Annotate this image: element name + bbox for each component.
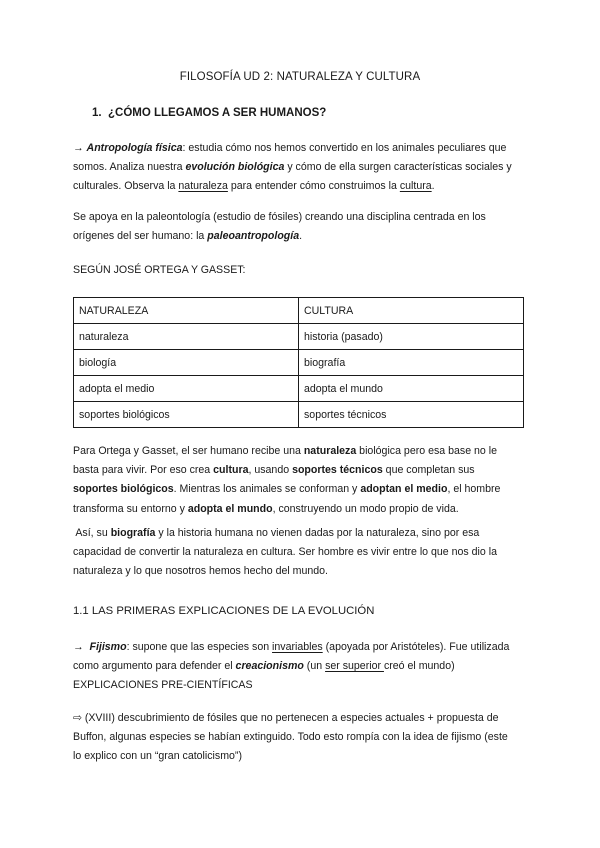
text-line <box>73 524 533 543</box>
bold-term: cultura <box>213 464 249 477</box>
text-span: que completan sus <box>382 464 475 477</box>
table-row <box>74 350 524 376</box>
text-span: para entender cómo construimos la <box>227 180 400 193</box>
arrow-glyph: → <box>73 142 87 154</box>
text-span: , construyendo un modo propio de vida. <box>272 502 459 515</box>
document-title: FILOSOFÍA UD 2: NATURALEZA Y CULTURA <box>179 71 421 83</box>
table-header-cell: NATURALEZA <box>74 298 299 324</box>
text-span: . Mientras los animales se conforman y <box>173 483 361 496</box>
section-title: ¿CÓMO LLEGAMOS A SER HUMANOS? <box>108 107 327 119</box>
text-line: SEGÚN JOSÉ ORTEGA Y GASSET: <box>73 264 246 276</box>
text-line <box>73 480 533 499</box>
bold-term: soportes biológicos <box>73 483 174 496</box>
text-line <box>73 177 533 196</box>
text-line: capacidad de convertir la naturaleza en cultura. Ser hombre es vivir entre lo que nos dio la <box>73 546 497 559</box>
paragraph-antropologia <box>73 139 533 197</box>
table-header-cell: CULTURA <box>299 298 524 324</box>
table-row <box>74 402 524 428</box>
paragraph-ortega <box>73 442 533 519</box>
paragraph-paleontologia <box>73 208 533 246</box>
underlined-ser-superior: ser superior <box>325 660 384 673</box>
underlined-naturaleza: naturaleza <box>178 180 228 193</box>
text-span: basta para vivir. Por eso crea <box>73 464 214 477</box>
text-line: lo explico con un “gran catolicismo”) <box>73 750 242 763</box>
text-span: . <box>431 180 435 193</box>
paragraph-fijismo <box>73 638 533 696</box>
text-span: (apoyada por Aristóteles). Fue utilizada <box>322 641 510 653</box>
table-cell: soportes biológicos <box>74 402 299 428</box>
text-span: como argumento para defender el <box>73 660 236 673</box>
text-line <box>73 657 533 676</box>
text-span: (un <box>303 660 326 673</box>
table-row <box>74 324 524 350</box>
bold-term: biografía <box>110 527 156 539</box>
text-span: culturales. Observa la <box>73 180 179 193</box>
underlined-cultura: cultura <box>399 180 432 193</box>
term-fijismo: Fijismo <box>89 641 127 653</box>
paragraph-fosiles <box>73 709 533 767</box>
term-antropologia-fisica: Antropología física <box>86 142 183 154</box>
bold-term: adoptan el medio <box>360 483 448 496</box>
arrow-glyph: → <box>73 641 90 653</box>
subsection-heading: 1.1 LAS PRIMERAS EXPLICACIONES DE LA EVOLUCIÓN <box>73 605 375 617</box>
table-row <box>74 376 524 402</box>
text-line: Buffon, algunas especies se habían extinguido. Todo esto rompía con la idea de fijismo (este <box>73 731 508 744</box>
paragraph-biografia <box>73 524 533 582</box>
table-cell: biología <box>74 350 299 376</box>
text-line: Se apoya en la paleontología (estudio de fósiles) creando una disciplina centrada en los <box>73 211 486 223</box>
table-cell: adopta el mundo <box>299 376 524 402</box>
bold-term: adopta el mundo <box>187 502 273 515</box>
table-cell: soportes técnicos <box>299 402 524 428</box>
arrow-icon: ⇨ <box>73 712 85 724</box>
naturaleza-cultura-table <box>73 297 524 428</box>
text-line <box>73 442 533 461</box>
text-span: , usando <box>248 464 293 477</box>
table-header-row <box>74 298 524 324</box>
text-span: : estudia cómo nos hemos convertido en los animales peculiares que <box>182 142 507 154</box>
text-span: Así, su <box>73 527 111 539</box>
text-span: biológica pero esa base no le <box>356 445 497 457</box>
text-span: transforma su entorno y <box>73 502 188 515</box>
text-span: y la historia humana no vienen dadas por la naturaleza, sino por esa <box>155 527 480 539</box>
text-line: naturaleza y lo que nosotros hemos hecho del mundo. <box>73 565 329 578</box>
text-line <box>73 638 533 657</box>
table-cell: naturaleza <box>74 324 299 350</box>
term-evolucion-biologica: evolución biológica <box>185 161 285 174</box>
bold-term: naturaleza <box>303 445 357 457</box>
text-span: Para Ortega y Gasset, el ser humano recibe una <box>73 445 304 457</box>
table-cell: biografía <box>299 350 524 376</box>
text-span: creó el mundo) <box>383 660 455 673</box>
term-paleoantropologia: paleoantropología <box>207 230 300 243</box>
ortega-heading <box>73 261 533 280</box>
text-line <box>73 227 533 246</box>
text-span: orígenes del ser humano: la <box>73 230 208 243</box>
text-span: y cómo de ella surgen características sociales y <box>284 161 512 174</box>
table-cell: historia (pasado) <box>299 324 524 350</box>
text-span: . <box>299 230 303 243</box>
text-span: , el hombre <box>447 483 501 496</box>
text-line <box>73 139 533 158</box>
underlined-invariables: invariables <box>272 641 323 653</box>
text-line: EXPLICACIONES PRE-CIENTÍFICAS <box>73 679 253 692</box>
text-span: (XVIII) descubrimiento de fósiles que no pertenecen a especies actuales + propuesta de <box>84 712 499 724</box>
term-creacionismo: creacionismo <box>235 660 304 673</box>
section-number: 1. <box>92 107 102 119</box>
text-line <box>73 461 533 480</box>
text-line <box>73 709 533 728</box>
text-line <box>73 500 533 519</box>
text-span: : supone que las especies son <box>126 641 273 653</box>
bold-term: soportes técnicos <box>292 464 383 477</box>
section-heading <box>92 107 326 119</box>
text-line <box>73 158 533 177</box>
table-cell: adopta el medio <box>74 376 299 402</box>
text-span: somos. Analiza nuestra <box>73 161 186 174</box>
